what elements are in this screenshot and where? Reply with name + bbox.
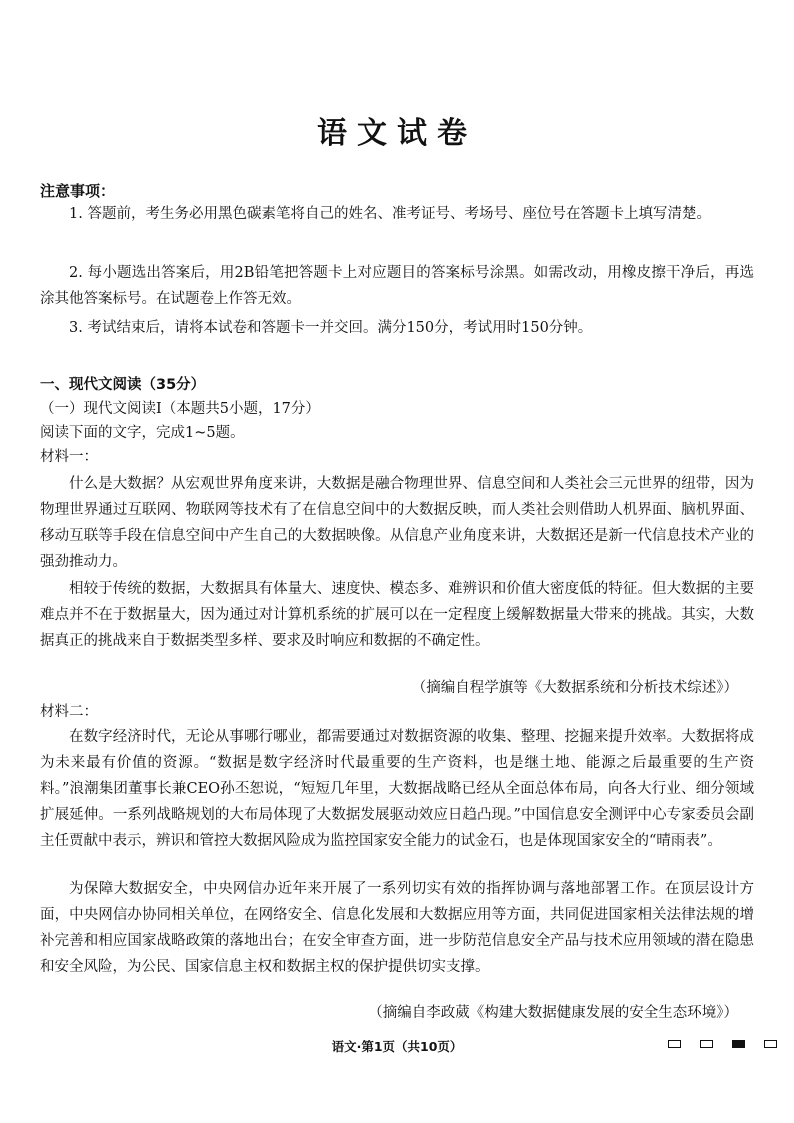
page-title: 语文试卷 — [317, 116, 477, 151]
material-1-paragraph-1: 什么是大数据？从宏观世界角度来讲，大数据是融合物理世界、信息空间和人类社会三元世界的纽带，因为物理世界通过互联网、物联网等技术有了在信息空间中的大数据反映，而人类社会则借助人机界面、脑机界面、移动互联等手段在信息空间中产生自己的大数据映像。从信息产业角度来讲，大数据还是新一代信息技术产业的强劲推动力。 — [40, 476, 754, 570]
notes-heading: 注意事项： — [40, 182, 116, 200]
note-item-3: 3. 考试结束后，请将本试卷和答题卡一并交回。满分150分，考试用时150分钟。 — [69, 320, 593, 336]
page-marks — [668, 1040, 780, 1052]
sub-section-heading: （一）现代文阅读Ⅰ（本题共5小题，17分） — [40, 401, 320, 417]
page-mark-1 — [668, 1040, 681, 1048]
page-number-label: 语文·第1页（共10页） — [331, 1039, 463, 1054]
material-2-paragraph-1: 在数字经济时代，无论从事哪行哪业，都需要通过对数据资源的收集、整理、挖掘来提升效率。大数据将成为未来最有价值的资源。“数据是数字经济时代最重要的生产资料，也是继土地、能源之后最重要的生产资料。”浪潮集团董事长兼CEO孙丕恕说，“短短几年里，大数据战略已经从全面总体布局，向各大行业、细分领域扩展延伸。一系列战略规划的大布局体现了大数据发展驱动效应日趋凸现。”中国信息安全测评中心专家委员会副主任贾献中表示，辨识和管控大数据风险成为监控国家安全能力的试金石，也是体现国家安全的“晴雨表”。 — [40, 729, 754, 849]
reading-instruction: 阅读下面的文字，完成1~5题。 — [40, 425, 245, 441]
page-mark-3 — [732, 1040, 745, 1048]
material-1-source: （摘编自程学旗等《大数据系统和分析技术综述》） — [411, 680, 738, 696]
page-mark-2 — [700, 1040, 713, 1048]
material-2-source: （摘编自李政葳《构建大数据健康发展的安全生态环境》） — [368, 1005, 738, 1021]
material-1-label: 材料一： — [40, 449, 98, 465]
section-heading: 一、现代文阅读（35分） — [40, 377, 206, 393]
material-2-label: 材料二： — [40, 704, 98, 720]
material-2-paragraph-2: 为保障大数据安全，中央网信办近年来开展了一系列切实有效的指挥协调与落地部署工作。在顶层设计方面，中央网信办协同相关单位，在网络安全、信息化发展和大数据应用等方面，共同促进国家相关法律法规的增补完善和相应国家战略政策的落地出台；在安全审查方面，进一步防范信息安全产品与技术应用领域的潜在隐患和安全风险，为公民、国家信息主权和数据主权的保护提供切实支撑。 — [40, 881, 754, 975]
material-1-paragraph-2: 相较于传统的数据，大数据具有体量大、速度快、模态多、难辨识和价值大密度低的特征。但大数据的主要难点并不在于数据量大，因为通过对计算机系统的扩展可以在一定程度上缓解数据量大带来的挑战。其实，大数据真正的挑战来自于数据类型多样、要求及时响应和数据的不确定性。 — [40, 581, 754, 649]
note-item-1: 1. 答题前，考生务必用黑色碳素笔将自己的姓名、准考证号、考场号、座位号在答题卡上填写清楚。 — [69, 206, 711, 222]
note-item-2: 2. 每小题选出答案后，用2B铅笔把答题卡上对应题目的答案标号涂黑。如需改动，用橡皮擦干净后，再选涂其他答案标号。在试题卷上作答无效。 — [40, 265, 754, 307]
page-mark-4 — [764, 1040, 777, 1048]
